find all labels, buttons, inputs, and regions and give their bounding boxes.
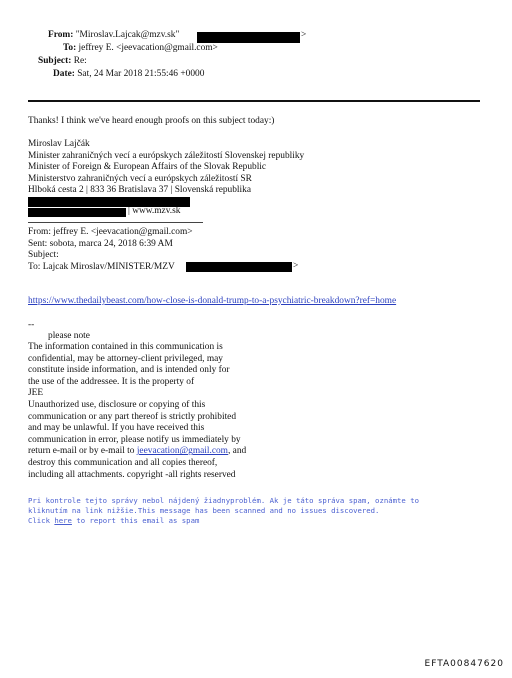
signature-dashes: -- bbox=[28, 320, 35, 330]
please-note: please note bbox=[48, 331, 90, 341]
report-spam-link[interactable]: here bbox=[54, 516, 72, 525]
subject-label: Subject: bbox=[38, 56, 72, 66]
quoted-header bbox=[28, 227, 193, 273]
signature-line: Minister of Foreign & European Affairs of the Slovak Republic bbox=[28, 162, 267, 173]
redaction-bar bbox=[186, 262, 292, 272]
email-pre: return e-mail or by e-mail to bbox=[28, 446, 137, 457]
header-to-row bbox=[63, 43, 218, 55]
disclaimer-email-line bbox=[28, 446, 246, 458]
to-value: jeffrey E. <jeevacation@gmail.com> bbox=[78, 43, 218, 53]
from-value: "Miroslav.Lajcak@mzv.sk" bbox=[75, 30, 180, 40]
redaction-bar bbox=[28, 208, 126, 217]
signature-line: Ministerstvo zahraničných vecí a európskych záležitostí SR bbox=[28, 173, 252, 184]
signature-line: Minister zahraničných vecí a európskych záležitostí Slovenskej republiky bbox=[28, 150, 305, 161]
signature-line: Miroslav Lajčák bbox=[28, 139, 90, 149]
to-label: To: bbox=[63, 43, 77, 53]
disclaimer-line: including all attachments. copyright -all rights reserved bbox=[28, 469, 236, 480]
quoted-subject: Subject: bbox=[28, 250, 59, 261]
header-date-row bbox=[53, 69, 204, 81]
scan-line-1: Pri kontrole tejto správy nebol nájdený žiadnyproblém. Ak je táto správa spam, oznámte to bbox=[28, 496, 419, 505]
quoted-to-tail: > bbox=[293, 261, 299, 271]
scan-rest: to report this email as spam bbox=[76, 516, 200, 525]
header-divider bbox=[28, 100, 480, 102]
disclaimer-line: communication or any part thereof is strictly prohibited bbox=[28, 411, 237, 422]
signature-line: Hlboká cesta 2 | 833 36 Bratislava 37 | Slovenská republika bbox=[28, 185, 251, 196]
from-tail: > bbox=[301, 30, 307, 40]
disclaimer-line: destroy this communication and all copies thereof, bbox=[28, 457, 218, 468]
reply-text: Thanks! I think we've heard enough proofs on this subject today:) bbox=[28, 116, 275, 126]
signature-block bbox=[28, 139, 304, 197]
date-label: Date: bbox=[53, 69, 75, 79]
quoted-sent: Sent: sobota, marca 24, 2018 6:39 AM bbox=[28, 238, 173, 249]
disclaimer-line: the use of the addressee. It is the property of bbox=[28, 376, 195, 387]
article-link[interactable]: https://www.thedailybeast.com/how-close-is-donald-trump-to-a-psychiatric-breakdown?ref=home bbox=[28, 296, 397, 306]
disclaimer-line: Unauthorized use, disclosure or copying of this bbox=[28, 399, 206, 410]
document-id: EFTA00847620 bbox=[424, 659, 504, 670]
disclaimer-line: and may be unlawful. If you have received this bbox=[28, 423, 205, 434]
disclaimer-line: confidential, may be attorney-client privileged, may bbox=[28, 353, 223, 364]
quoted-to: To: Lajcak Miroslav/MINISTER/MZV bbox=[28, 261, 175, 272]
disclaimer-line: constitute inside information, and is intended only for bbox=[28, 365, 230, 376]
from-label: From: bbox=[48, 30, 74, 40]
email-link[interactable]: jeevacation@gmail.com bbox=[136, 446, 228, 457]
disclaimer-line: The information contained in this communication is bbox=[28, 342, 223, 352]
date-value: Sat, 24 Mar 2018 21:55:46 +0000 bbox=[77, 69, 205, 79]
disclaimer-line: communication in error, please notify us immediately by bbox=[28, 434, 241, 445]
disclaimer-line: JEE bbox=[28, 388, 44, 399]
subject-value: Re: bbox=[73, 56, 87, 66]
scan-line-3 bbox=[28, 516, 199, 526]
quoted-from: From: jeffrey E. <jeevacation@gmail.com> bbox=[28, 227, 193, 237]
signature-website: | www.mzv.sk bbox=[128, 206, 181, 216]
header-subject-row bbox=[38, 56, 87, 68]
header-from-row bbox=[48, 30, 179, 42]
redaction-bar bbox=[197, 32, 300, 43]
scan-line-2: kliknutím na link nižšie.This message has been scanned and no issues discovered. bbox=[28, 506, 380, 515]
quote-separator bbox=[28, 222, 203, 223]
scan-click: Click bbox=[28, 516, 50, 525]
email-post: , and bbox=[227, 446, 247, 457]
disclaimer-block bbox=[28, 342, 246, 481]
